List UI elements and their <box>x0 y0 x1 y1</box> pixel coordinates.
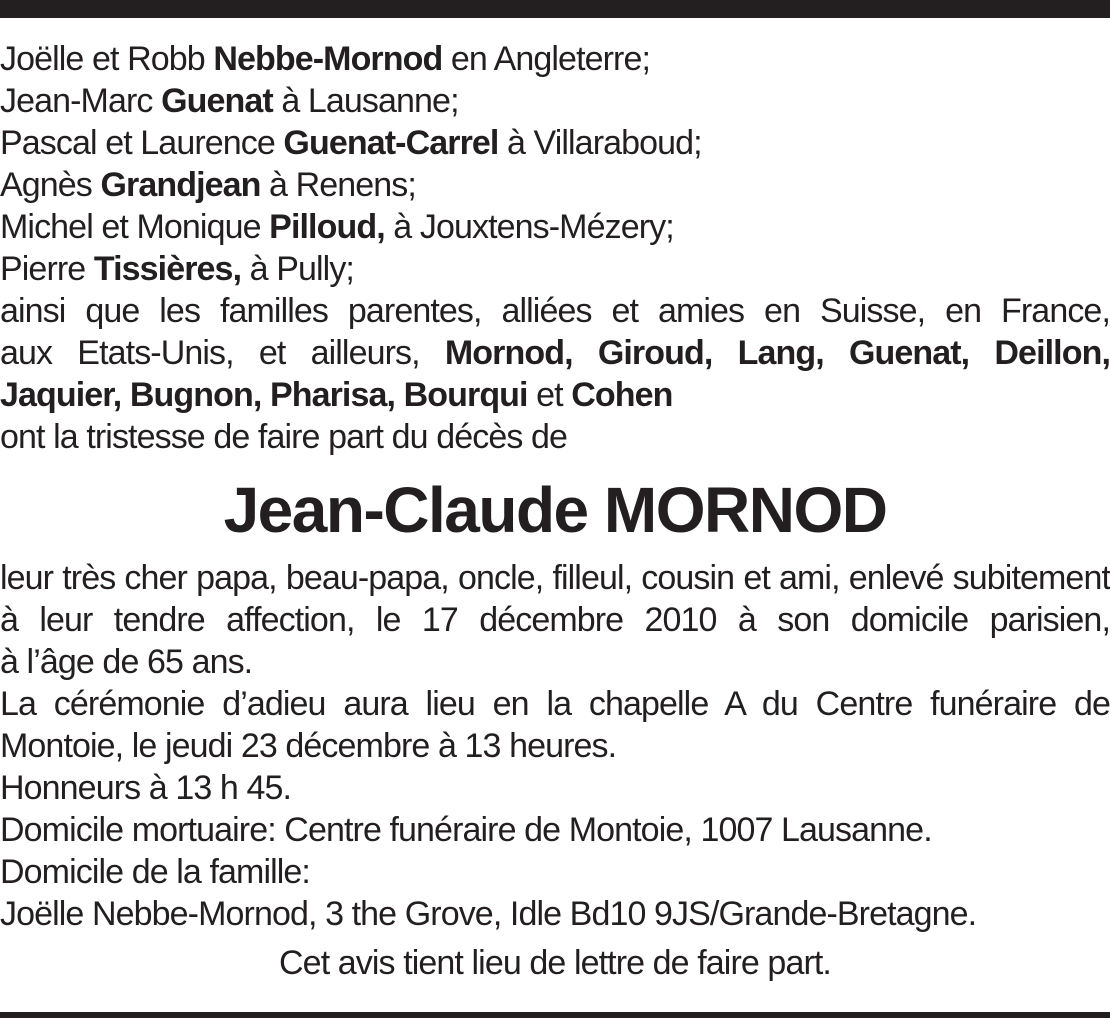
family-name: Grandjean <box>100 166 261 204</box>
family-line <box>0 206 1110 248</box>
closing-note: Cet avis tient lieu de lettre de faire part. <box>279 944 831 982</box>
family-name: Pilloud, <box>269 208 385 246</box>
family-name: Tissières, <box>93 250 242 288</box>
relatives-names: Jaquier, Bugnon, Pharisa, Bourqui <box>0 376 528 414</box>
family-location: à Pully; <box>241 250 354 288</box>
family-name: Guenat <box>161 82 273 120</box>
bottom-rule <box>0 1012 1110 1018</box>
family-line <box>0 248 1110 290</box>
family-location: en Angleterre; <box>442 40 651 78</box>
family-location: à Jouxtens-Mézery; <box>384 208 674 246</box>
family-address-label: Domicile de la famille: <box>0 853 310 891</box>
family-line <box>0 122 1110 164</box>
family-prefix: Michel et Monique <box>0 208 270 246</box>
family-address: Joëlle Nebbe-Mornod, 3 the Grove, Idle Bd10 9JS/Grande-Bretagne. <box>0 895 977 933</box>
relatives-line <box>0 332 1110 374</box>
relatives-line <box>0 374 1110 416</box>
relatives-conjunction: et <box>527 376 572 414</box>
ceremony-line: Montoie, le jeudi 23 décembre à 13 heures. <box>0 727 617 765</box>
relatives-last-name: Cohen <box>571 376 673 414</box>
mortuary-address: Domicile mortuaire: Centre funéraire de Montoie, 1007 Lausanne. <box>0 811 932 849</box>
family-name: Nebbe-Mornod <box>213 40 443 78</box>
family-line <box>0 38 1110 80</box>
body-line: à leur tendre affection, le 17 décembre 2010 à son domicile parisien, <box>0 601 1110 639</box>
family-line <box>0 164 1110 206</box>
family-prefix: Joëlle et Robb <box>0 40 214 78</box>
relatives-text: aux Etats-Unis, et ailleurs, <box>0 334 445 372</box>
family-prefix: Pierre <box>0 250 94 288</box>
family-location: à Renens; <box>260 166 416 204</box>
body-line: à l’âge de 65 ans. <box>0 643 253 681</box>
family-name: Guenat-Carrel <box>283 124 499 162</box>
relatives-names: Mornod, Giroud, Lang, Guenat, Deillon, <box>444 334 1110 372</box>
top-rule <box>0 0 1110 18</box>
family-prefix: Jean-Marc <box>0 82 162 120</box>
announcement-line: ont la tristesse de faire part du décès de <box>0 418 567 456</box>
ceremony-line: La cérémonie d’adieu aura lieu en la chapelle A du Centre funéraire de <box>0 685 1110 723</box>
family-prefix: Pascal et Laurence <box>0 124 284 162</box>
relatives-line: ainsi que les familles parentes, alliées et amies en Suisse, en France, <box>0 292 1110 330</box>
honours-line: Honneurs à 13 h 45. <box>0 769 292 807</box>
body-line: leur très cher papa, beau-papa, oncle, filleul, cousin et ami, enlevé subitement <box>0 559 1110 597</box>
family-location: à Villaraboud; <box>498 124 702 162</box>
family-prefix: Agnès <box>0 166 101 204</box>
family-location: à Lausanne; <box>272 82 459 120</box>
family-line <box>0 80 1110 122</box>
deceased-name: Jean-Claude MORNOD <box>223 474 887 546</box>
obituary-notice <box>0 38 1110 984</box>
